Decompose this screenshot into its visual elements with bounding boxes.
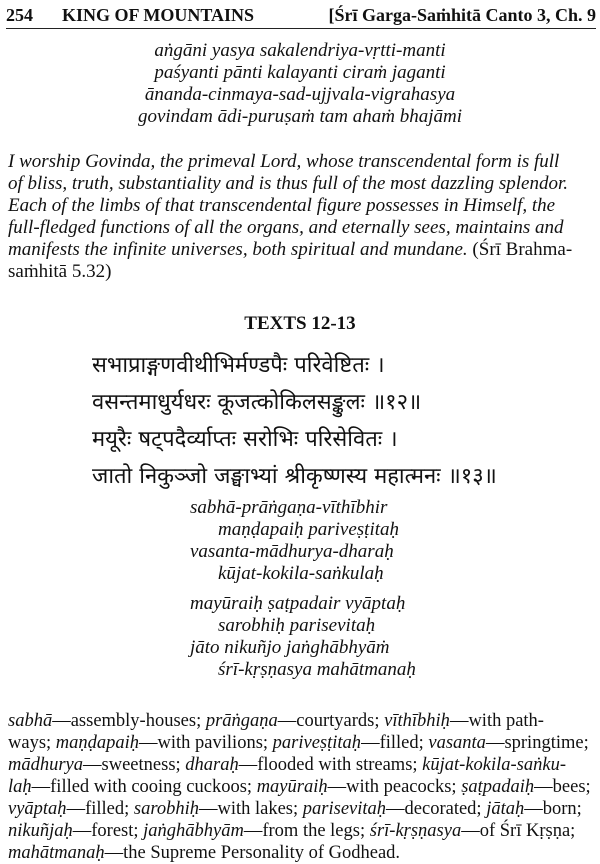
sanskrit-term: vasanta <box>428 733 486 753</box>
synonyms-line <box>8 798 594 820</box>
sanskrit-term: nikuñjaḥ <box>8 821 73 841</box>
sanskrit-term: mādhurya <box>8 755 84 775</box>
transliteration-text-12 <box>190 497 570 585</box>
sanskrit-term: vīthībhiḥ <box>384 711 450 731</box>
sanskrit-term: jātaḥ <box>486 799 525 819</box>
devanagari-line: सभाप्राङ्गणवीथीभिर्मण्डपैः परिवेष्टितः । <box>92 353 385 378</box>
sanskrit-term: kūjat-kokila-saṅku- <box>422 755 567 775</box>
translation-line: full-fledged functions of all the organs, and eternally sees, maintains and <box>8 217 564 238</box>
devanagari-line: वसन्तमाधुर्यधरः कूजत्कोकिलसङ्कुलः ॥१२॥ <box>92 390 422 415</box>
sanskrit-term: laḥ <box>8 777 32 797</box>
sanskrit-term: pariveṣṭitaḥ <box>272 733 362 753</box>
quoted-verse-line: paśyanti pānti kalayanti ciraṁ jaganti <box>154 62 446 83</box>
chapter-reference: [Śrī Garga-Saṁhitā Canto 3, Ch. 9 <box>328 5 596 25</box>
term-meaning: —flooded with streams; <box>238 755 423 775</box>
section-heading: TEXTS 12-13 <box>244 313 356 334</box>
citation: (Śrī Brahma- <box>467 239 573 260</box>
citation-continued: saṁhitā 5.32) <box>8 261 112 282</box>
sanskrit-term: sabhā <box>8 711 53 731</box>
translation-line: of bliss, truth, substantiality and is thus full of the most dazzling splendor. <box>8 173 569 194</box>
term-meaning: —with peacocks; <box>327 777 462 797</box>
sanskrit-term: vyāptaḥ <box>8 799 67 819</box>
transliteration-line: vasanta-mādhurya-dharaḥ <box>190 541 394 562</box>
book-title: KING OF MOUNTAINS <box>62 5 255 25</box>
quoted-verse <box>0 40 600 128</box>
sanskrit-term: mayūraiḥ <box>256 777 328 797</box>
transliteration-line: kūjat-kokila-saṅkulaḥ <box>218 563 384 584</box>
transliteration-line: sabhā-prāṅgaṇa-vīthībhir <box>190 497 388 518</box>
sanskrit-term: dharaḥ <box>185 755 239 775</box>
quote-translation <box>8 151 594 283</box>
term-meaning: —sweetness; <box>83 755 186 775</box>
term-meaning: —courtyards; <box>277 711 385 731</box>
term-meaning: —assembly-houses; <box>52 711 206 731</box>
devanagari-line: जातो निकुञ्जो जङ्घाभ्यां श्रीकृष्णस्य महात्मनः ॥१३॥ <box>92 464 497 489</box>
term-meaning: —filled; <box>66 799 134 819</box>
devanagari-line: मयूरैः षट्पदैर्व्याप्तः सरोभिः परिसेवितः । <box>92 427 398 452</box>
synonyms-line <box>8 842 594 864</box>
synonyms <box>8 710 594 864</box>
quoted-verse-line: ānanda-cinmaya-sad-ujjvala-vigrahasya <box>144 84 456 105</box>
synonyms-line <box>8 820 594 842</box>
quoted-verse-line: aṅgāni yasya sakalendriya-vṛtti-manti <box>154 40 446 61</box>
sanskrit-term: sarobhiḥ <box>133 799 199 819</box>
sanskrit-term: śrī-kṛṣṇasya <box>369 821 462 841</box>
devanagari-verse <box>92 347 572 495</box>
term-meaning: ways; <box>8 733 56 753</box>
synonyms-line <box>8 754 594 776</box>
page-number: 254 <box>6 5 33 25</box>
header-divider <box>6 28 596 29</box>
term-meaning: —born; <box>524 799 582 819</box>
term-meaning: —filled with cooing cuckoos; <box>31 777 257 797</box>
term-meaning: —with path- <box>449 711 544 731</box>
synonyms-line <box>8 710 594 732</box>
term-meaning: —the Supreme Personality of Godhead. <box>104 843 401 863</box>
synonyms-line <box>8 732 594 754</box>
term-meaning: —of Śrī Kṛṣṇa; <box>461 821 576 841</box>
translation-line: Each of the limbs of that transcendental figure possesses in Himself, the <box>8 195 556 216</box>
sanskrit-term: jaṅghābhyām <box>143 821 244 841</box>
term-meaning: —springtime; <box>485 733 589 753</box>
term-meaning: —decorated; <box>386 799 487 819</box>
transliteration-line: mayūraiḥ ṣaṭpadair vyāptaḥ <box>190 593 406 614</box>
sanskrit-term: prāṅgaṇa <box>205 711 278 731</box>
sanskrit-term: parisevitaḥ <box>302 799 387 819</box>
synonyms-line <box>8 776 594 798</box>
term-meaning: —bees; <box>534 777 591 797</box>
translation-line: I worship Govinda, the primeval Lord, whose transcendental form is full <box>8 151 560 172</box>
sanskrit-term: ṣaṭpadaiḥ <box>461 777 535 797</box>
transliteration-line: jāto nikuñjo jaṅghābhyāṁ <box>190 637 390 658</box>
term-meaning: —filled; <box>361 733 429 753</box>
transliteration-text-13 <box>190 593 570 681</box>
translation-text: manifests the infinite universes, both spiritual and mundane. <box>8 239 468 260</box>
translation-line <box>8 239 594 261</box>
term-meaning: —from the legs; <box>243 821 370 841</box>
sanskrit-term: mahātmanaḥ <box>8 843 105 863</box>
transliteration-line: śrī-kṛṣṇasya mahātmanaḥ <box>218 659 416 680</box>
transliteration-line: sarobhiḥ parisevitaḥ <box>218 615 376 636</box>
quoted-verse-line: govindam ādi-puruṣaṁ tam ahaṁ bhajāmi <box>137 106 463 127</box>
term-meaning: —with lakes; <box>198 799 303 819</box>
term-meaning: —forest; <box>72 821 144 841</box>
sanskrit-term: maṇḍapaiḥ <box>55 733 140 753</box>
transliteration-line: maṇḍapaiḥ pariveṣṭitaḥ <box>218 519 400 540</box>
term-meaning: —with pavilions; <box>139 733 273 753</box>
